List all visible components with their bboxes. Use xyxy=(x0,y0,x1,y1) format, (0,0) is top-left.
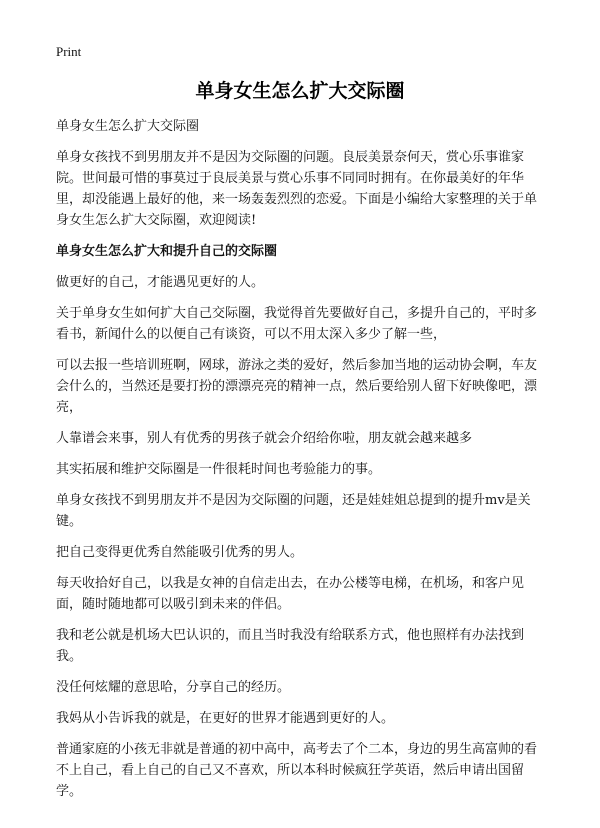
body-paragraph: 把自己变得更优秀自然能吸引优秀的男人。 xyxy=(56,545,304,560)
body-paragraph: 可以去报一些培训班啊，网球，游泳之类的爱好，然后参加当地的运动协会啊，车友会什么的，当然还是要打扮的漂漂亮亮的精神一点，然后要给别人留下好映像吧，漂亮， xyxy=(56,358,538,415)
body-paragraph: 普通家庭的小孩无非就是普通的初中高中，高考去了个二本，身边的男生高富帅的看不上自己，看上自己的自己又不喜欢，所以本科时候疯狂学英语，然后申请出国留学。 xyxy=(56,742,538,799)
body-paragraph: 每天收拾好自己，以我是女神的自信走出去，在办公楼等电梯，在机场，和客户见面，随时随地都可以吸引到未来的伴侣。 xyxy=(56,576,525,612)
body-paragraph: 没任何炫耀的意思哈，分享自己的经历。 xyxy=(56,680,291,695)
intro-paragraph: 单身女孩找不到男朋友并不是因为交际圈的问题。良辰美景奈何天，赏心乐事谁家院。世间最可惜的事莫过于良辰美景与赏心乐事不同同时拥有。在你最美好的年华里，却没能遇上最好的他，来一场轰轰烈烈的恋爱。下面是小编给大家整理的关于单身女生怎么扩大交际圈，欢迎阅读! xyxy=(56,150,538,228)
body-paragraph: 我和老公就是机场大巴认识的，而且当时我没有给联系方式，他也照样有办法找到我。 xyxy=(56,628,525,664)
print-link[interactable]: Print xyxy=(56,44,82,59)
body-paragraph: 关于单身女生如何扩大自己交际圈，我觉得首先要做好自己，多提升自己的，平时多看书，新闻什么的以便自己有谈资，可以不用太深入多少了解一些， xyxy=(56,306,538,342)
body-paragraph: 做更好的自己，才能遇见更好的人。 xyxy=(56,275,265,290)
body-paragraph: 单身女孩找不到男朋友并不是因为交际圈的问题，还是娃娃姐总提到的提升mv是关键。 xyxy=(56,493,531,529)
body-paragraph: 我妈从小告诉我的就是，在更好的世界才能遇到更好的人。 xyxy=(56,711,395,726)
section-heading: 单身女生怎么扩大和提升自己的交际圈 xyxy=(56,244,278,259)
body-paragraph: 人靠谱会来事，别人有优秀的男孩子就会介绍给你啦，朋友就会越来越多 xyxy=(56,431,473,446)
body-paragraph: 其实拓展和维护交际圈是一件很耗时间也考验能力的事。 xyxy=(56,462,382,477)
document-title: 单身女生怎么扩大交际圈 xyxy=(195,80,405,102)
document-subtitle: 单身女生怎么扩大交际圈 xyxy=(56,119,200,134)
